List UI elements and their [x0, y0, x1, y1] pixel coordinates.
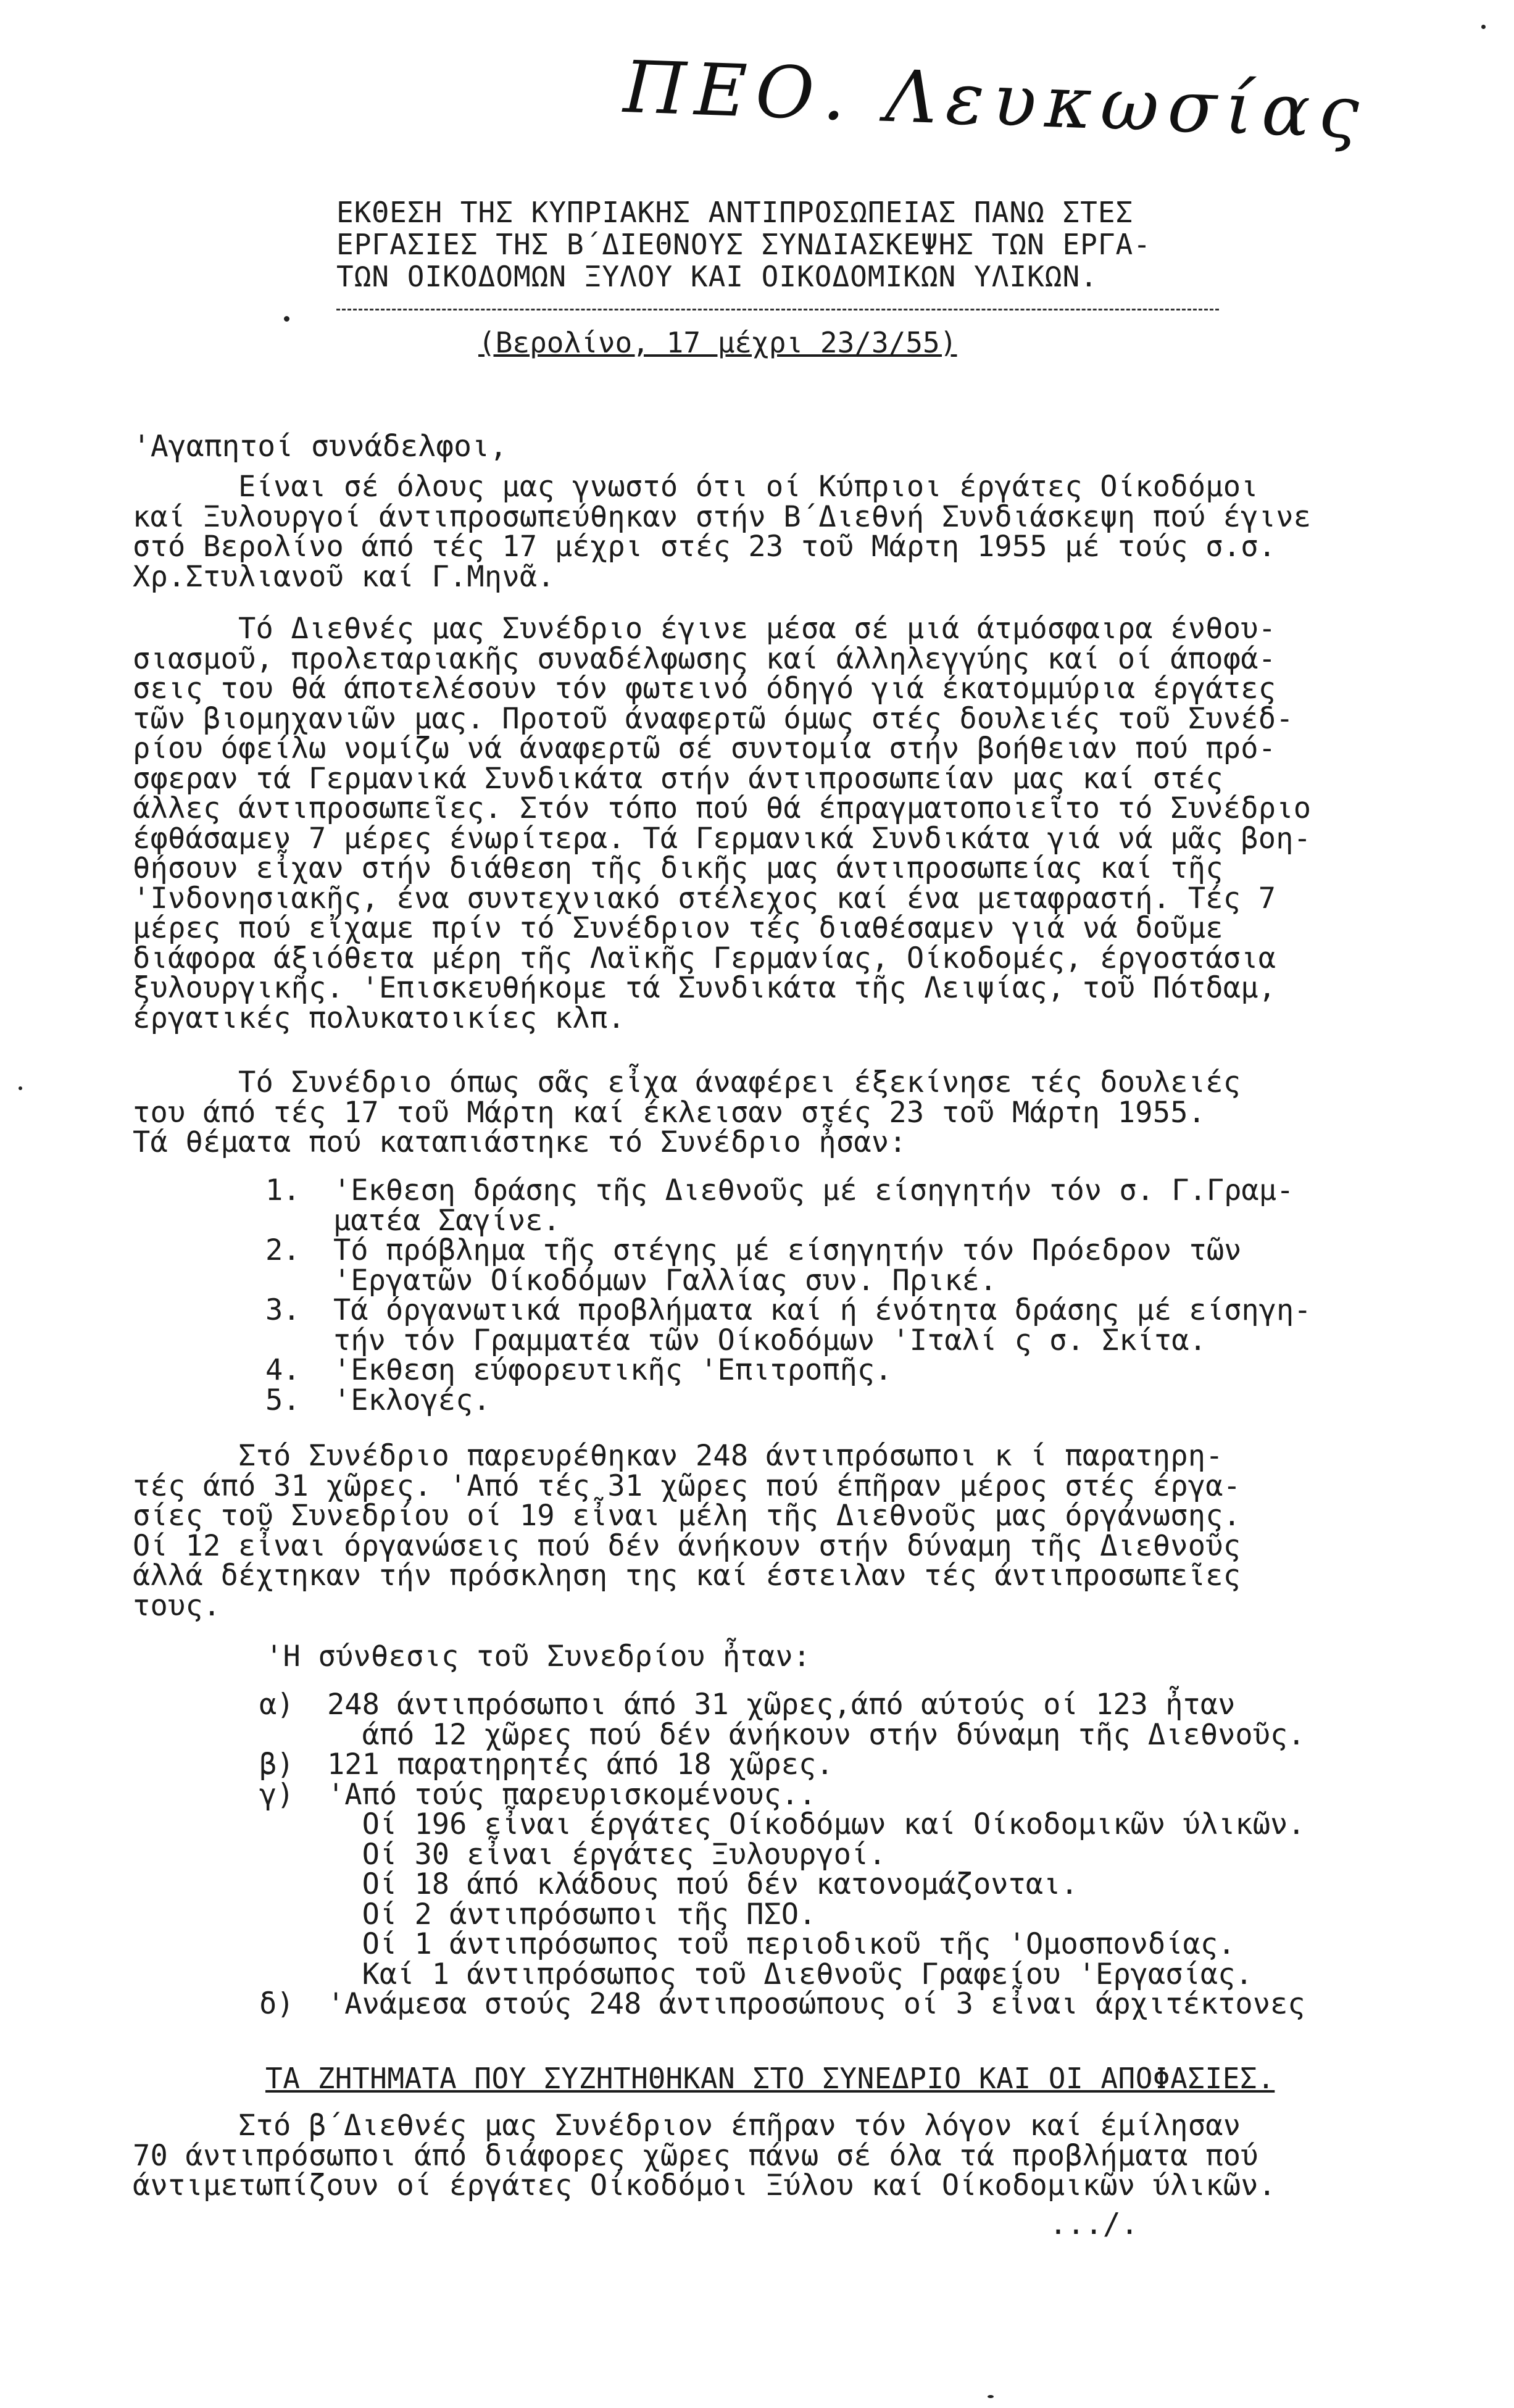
list-item: [265, 1383, 1312, 1417]
list-item-number: 1.: [265, 1173, 301, 1207]
list-item: [265, 1293, 1312, 1357]
scan-speck: [1481, 25, 1486, 29]
list-item-text: Τό πρόβλημα τῆς στέγης μέ είσηγητήν τόν Πρόεδρον τῶν 'Εργατῶν Οίκοδόμων Γαλλίας συν. Πρικέ.: [333, 1233, 1242, 1298]
list-item: [259, 1690, 1305, 1750]
list-item-letter: δ): [259, 1987, 294, 2021]
list-item-text: 'Από τούς παρευρισκομένους.. Οί 196 εἶναι έργάτες Οίκοδόμων καί Οίκοδομικῶν ύλικῶν. Οί 30 εἶναι έργάτες Ξυλουργοί. Οί 18 άπό κλάδους πού δέν κατονομάζονται. Οί 2 άντιπρόσωποι τῆς ΠΣΟ. Οί 1 άντιπρόσωπος τοῦ περιοδικοῦ τῆς 'Ομοσπονδίας. Καί 1 άντιπρόσωπος τοῦ Διεθνοῦς Γραφείου 'Εργασίας.: [327, 1777, 1305, 1991]
list-item-number: 4.: [265, 1353, 301, 1387]
list-item-number: 5.: [265, 1383, 301, 1417]
handwritten-note: ΠΕΟ. Λευκωσίας: [622, 45, 1369, 156]
list-item: [259, 1989, 1305, 2020]
agenda-list: [265, 1173, 1312, 1417]
list-item-text: 'Εκλογές.: [333, 1383, 491, 1417]
section-heading: ΤΑ ΖΗΤΗΜΑΤΑ ΠΟΥ ΣΥΖΗΤΗΘΗΚΑΝ ΣΤΟ ΣΥΝΕΔΡΙΟ ΚΑΙ ΟΙ ΑΠΟΦΑΣΙΕΣ.: [265, 2062, 1275, 2095]
paragraph-topics: Τό Συνέδριο όπως σᾶς εἶχα άναφέρει έξεκίνησε τές δουλειές του άπό τές 17 τοῦ Μάρτη καί έκλεισαν στές 23 τοῦ Μάρτη 1955. Τά θέματα πού καταπιάστηκε τό Συνέδριο ἦσαν:: [133, 1065, 1241, 1159]
list-item: [265, 1353, 1312, 1387]
title-line: ΤΩΝ ΟΙΚΟΔΟΜΩΝ ΞΥΛΟΥ ΚΑΙ ΟΙΚΟΔΟΜΙΚΩΝ ΥΛΙΚΩΝ.: [336, 260, 1098, 293]
list-item-text: 'Εκθεση δράσης τῆς Διεθνοῦς μέ είσηγητήν τόν σ. Γ.Γραμ- ματέα Σαγίνε.: [333, 1173, 1294, 1238]
title-line: ΕΡΓΑΣΙΕΣ ΤΗΣ Β΄ΔΙΕΘΝΟΥΣ ΣΥΝΔΙΑΣΚΕΨΗΣ ΤΩΝ ΕΡΓΑ-: [336, 228, 1151, 261]
list-item-text: Τά όργανωτικά προβλήματα καί ή ένότητα δράσης μέ είσηγη- τήν τόν Γραμματέα τῶν Οίκοδόμων 'Ιταλί ς σ. Σκίτα.: [333, 1293, 1312, 1357]
report-title: [336, 196, 1262, 293]
list-item: [259, 1750, 1305, 1780]
list-item: [259, 1777, 1305, 1991]
list-item-number: 2.: [265, 1233, 301, 1267]
title-divider: [336, 309, 1219, 310]
list-item-text: 121 παρατηρητές άπό 18 χῶρες.: [327, 1748, 834, 1781]
list-item: [265, 1173, 1312, 1238]
list-item-text: 'Ανάμεσα στούς 248 άντιπροσώπους οί 3 εἶναι άρχιτέκτονες: [327, 1987, 1305, 2021]
paragraph-intro: Είναι σέ όλους μας γνωστό ότι οί Κύπριοι έργάτες Οίκοδόμοι καί Ξυλουργοί άντιπροσωπεύθηκαν στήν Β΄Διεθνή Συνδιάσκεψη πού έγινε στό Βερολίνο άπό τές 17 μέχρι στές 23 τοῦ Μάρτη 1955 μέ τούς σ.σ. Χρ.Στυλιανοῦ καί Γ.Μηνᾶ.: [133, 470, 1312, 594]
list-item-letter: γ): [259, 1777, 294, 1812]
list-item: [265, 1233, 1312, 1298]
scan-speck: [284, 316, 289, 322]
list-item-letter: α): [259, 1688, 294, 1722]
scan-speck: [19, 1086, 22, 1090]
greeting: 'Αγαπητοί συνάδελφοι,: [133, 429, 507, 464]
composition-list: [259, 1690, 1305, 2020]
paragraph-composition-intro: 'Η σύνθεσις τοῦ Συνεδρίου ἦταν:: [265, 1639, 811, 1673]
list-item-number: 3.: [265, 1293, 301, 1327]
list-item-letter: β): [259, 1748, 294, 1781]
scan-speck: [988, 2395, 994, 2398]
paragraph-speakers: Στό β΄Διεθνές μας Συνέδριον έπῆραν τόν λόγον καί έμίλησαν 70 άντιπρόσωποι άπό διάφορες χῶρες πάνω σέ όλα τά προβλήματα πού άντιμετωπίζουν οί έργάτες Οίκοδόμοι Ξύλου καί Οίκοδομικῶν ύλικῶν.: [133, 2109, 1276, 2202]
list-item-text: 'Εκθεση εύφορευτικῆς 'Επιτροπῆς.: [333, 1353, 892, 1387]
dateline: (Βερολίνο, 17 μέχρι 23/3/55): [478, 326, 957, 359]
continuation-mark: .../.: [1049, 2207, 1139, 2241]
paragraph-attendance: Στό Συνέδριο παρευρέθηκαν 248 άντιπρόσωποι κ ί παρατηρη- τές άπό 31 χῶρες. 'Από τές 31 χῶρες πού έπῆραν μέρος στές έργα- σίες τοῦ Συνεδρίου οί 19 εἶναι μέλη τῆς Διεθνοῦς μας όργάνωσης. Οί 12 εἶναι όργανώσεις πού δέν άνήκουν στήν δύναμη τῆς Διεθνοῦς άλλά δέχτηκαν τήν πρόσκληση της καί έστειλαν τές άντιπροσωπεῖες τους.: [133, 1439, 1241, 1623]
list-item-text: 248 άντιπρόσωποι άπό 31 χῶρες,άπό αύτούς οί 123 ἦταν άπό 12 χῶρες πού δέν άνήκουν στήν δύναμη τῆς Διεθνοῦς.: [327, 1688, 1305, 1752]
paragraph-atmosphere: Τό Διεθνές μας Συνέδριο έγινε μέσα σέ μιά άτμόσφαιρα ένθου- σιασμοῦ, προλεταριακῆς συναδέλφωσης καί άλληλεγγύης καί οί άποφά- σεις του θά άποτελέσουν τόν φωτεινό όδηγό γιά έκατομμύρια έργάτες τῶν βιομηχανιῶν μας. Προτοῦ άναφερτῶ όμως στές δουλειές τοῦ Συνέδ- ρίου όφείλω νομίζω νά άναφερτῶ σέ συντομία στήν βοήθειαν πού πρό- σφεραν τά Γερμανικά Συνδικάτα στήν άντιπροσωπείαν μας καί στές άλλες άντιπροσωπεῖες. Στόν τόπο πού θά έπραγματοποιεῖτο τό Συνέδριο έφθάσαμεν 7 μέρες ένωρίτερα. Τά Γερμανικά Συνδικάτα γιά νά μᾶς βοη- θήσουν εἶχαν στήν διάθεση τῆς δικῆς μας άντιπροσωπείας καί τῆς 'Ινδονησιακῆς, ένα συντεχνιακό στέλεχος καί ένα μεταφραστή. Τές 7 μέρες πού εἴχαμε πρίν τό Συνέδριον τές διαθέσαμεν γιά νά δοῦμε διάφορα άξιόθετα μέρη τῆς Λαϊκῆς Γερμανίας, Οίκοδομές, έργοστάσια ξυλουργικῆς. 'Επισκευθήκομε τά Συνδικάτα τῆς Λειψίας, τοῦ Πότδαμ, έργατικές πολυκατοικίες κλπ.: [133, 612, 1312, 1035]
title-line: ΕΚΘΕΣΗ ΤΗΣ ΚΥΠΡΙΑΚΗΣ ΑΝΤΙΠΡΟΣΩΠΕΙΑΣ ΠΑΝΩ ΣΤΕΣ: [336, 196, 1134, 229]
